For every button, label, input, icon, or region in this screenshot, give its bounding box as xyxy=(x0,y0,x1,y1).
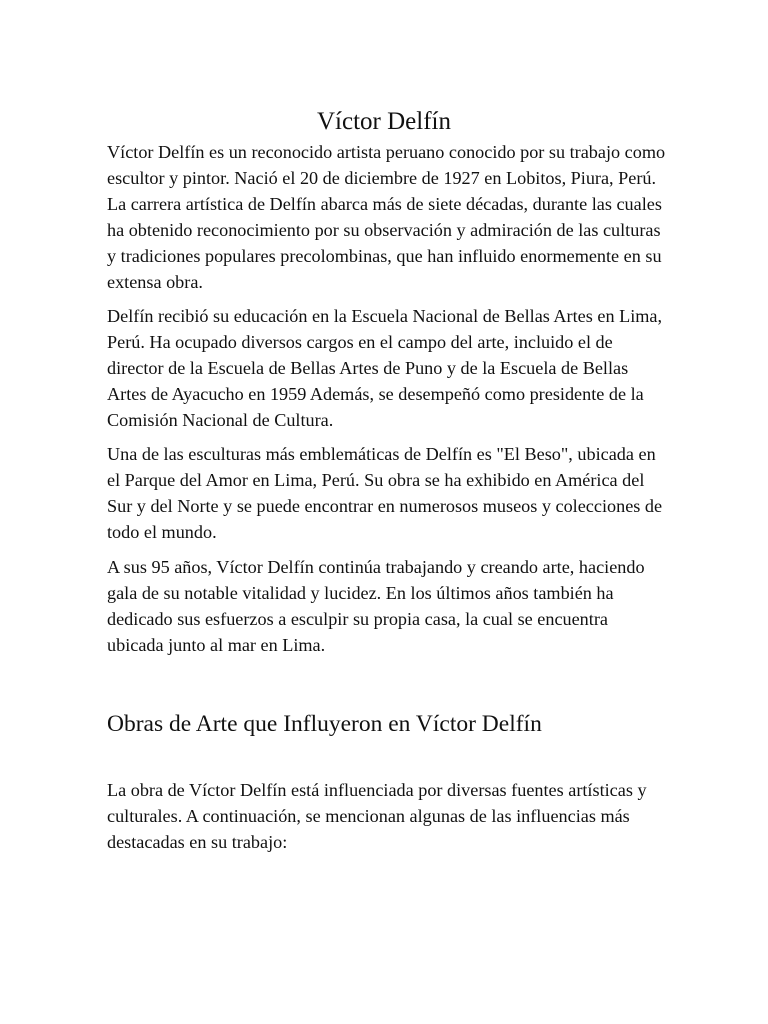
paragraph-current-work: A sus 95 años, Víctor Delfín continúa trabajando y creando arte, haciendo gala de su notable vitalidad y lucidez. En los últimos años también ha dedicado sus esfuerzos a esculpir su propia casa, la cual se encuentra ubicada junto al mar en Lima. xyxy=(107,557,645,655)
section-heading: Obras de Arte que Influyeron en Víctor Delfín xyxy=(107,711,542,737)
paragraph-el-beso: Una de las esculturas más emblemáticas de Delfín es "El Beso", ubicada en el Parque del Amor en Lima, Perú. Su obra se ha exhibido en América del Sur y del Norte y se puede encontrar en numerosos museos y colecciones de todo el mundo. xyxy=(107,444,663,542)
paragraph-biography: Víctor Delfín es un reconocido artista peruano conocido por su trabajo como escultor y pintor. Nació el 20 de diciembre de 1927 en Lobitos, Piura, Perú. La carrera artística de Delfín abarca más de siete décadas, durante las cuales ha obtenido reconocimiento por su observación y admiración de las culturas y tradiciones populares precolombinas, que han influido enormemente en su extensa obra. xyxy=(107,142,666,292)
paragraph-education: Delfín recibió su educación en la Escuela Nacional de Bellas Artes en Lima, Perú. Ha ocupado diversos cargos en el campo del arte, incluido el de director de la Escuela de Bellas Artes de Puno y de la Escuela de Bellas Artes de Ayacucho en 1959 Además, se desempeñó como presidente de la Comisión Nacional de Cultura. xyxy=(107,306,663,430)
page-title: Víctor Delfín xyxy=(317,108,451,135)
paragraph-influences: La obra de Víctor Delfín está influenciada por diversas fuentes artísticas y culturales. A continuación, se mencionan algunas de las influencias más destacadas en su trabajo: xyxy=(107,780,647,852)
